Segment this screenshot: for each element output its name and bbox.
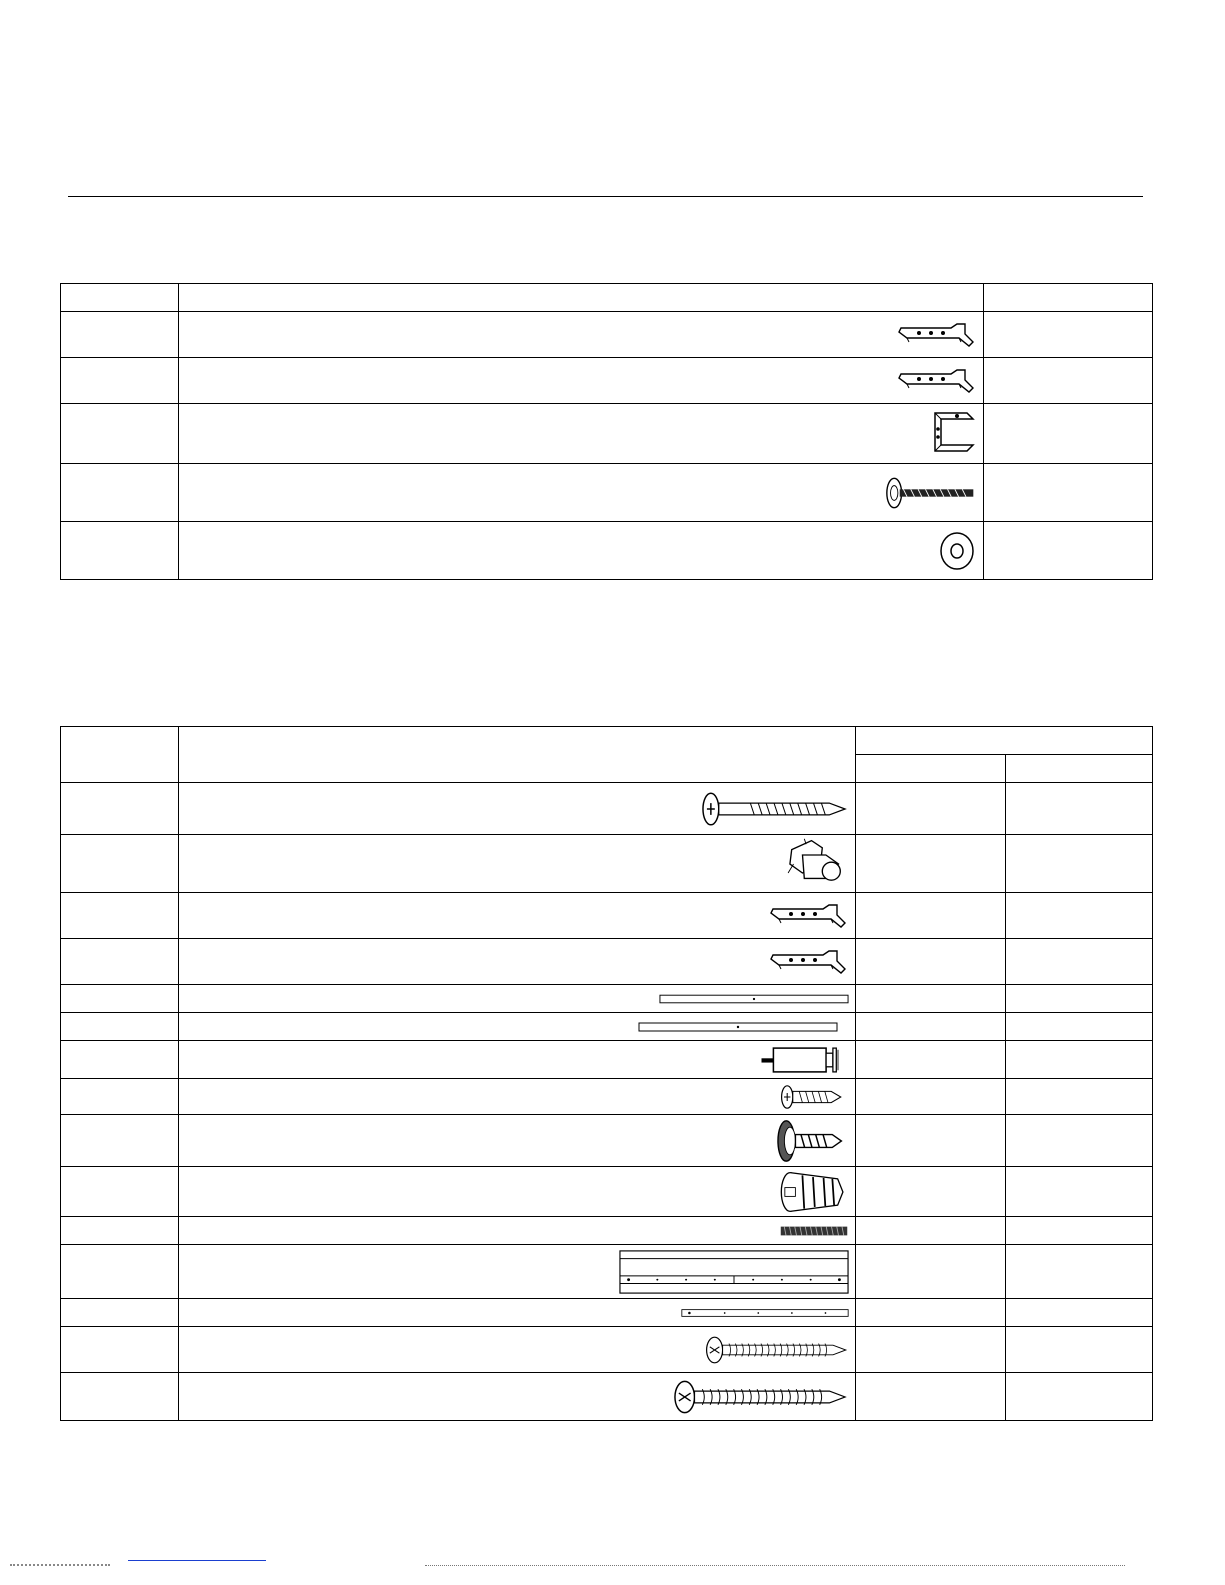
footer-link-underline[interactable] xyxy=(128,1560,266,1561)
panel-channel-icon xyxy=(619,1249,849,1295)
part-description-cell xyxy=(179,404,984,464)
part-description-cell xyxy=(179,1115,856,1167)
pan-head-screw-icon xyxy=(705,1332,849,1368)
rail-strip-icon xyxy=(627,1021,849,1033)
rail-strip-icon xyxy=(681,1307,849,1319)
footer-dots xyxy=(10,1564,110,1566)
cam-bolt-icon xyxy=(759,1043,849,1077)
quantity-a-cell xyxy=(856,1299,1006,1327)
quantity-a-cell xyxy=(856,835,1006,893)
quantity-a-cell xyxy=(856,893,1006,939)
header-cell xyxy=(984,284,1153,312)
table-row xyxy=(61,1373,1153,1421)
table-row xyxy=(61,1115,1153,1167)
hinge-plate-icon xyxy=(769,901,849,931)
part-number-cell xyxy=(61,404,179,464)
part-number-cell xyxy=(61,1115,179,1167)
leveling-bolt-icon xyxy=(885,474,977,512)
table-row xyxy=(61,939,1153,985)
footer-divider xyxy=(425,1565,1125,1566)
table-row xyxy=(61,358,1153,404)
quantity-b-cell xyxy=(1006,1327,1153,1373)
washer-icon xyxy=(937,529,977,573)
part-number-cell xyxy=(61,939,179,985)
quantity-a-cell xyxy=(856,1115,1006,1167)
page-footer xyxy=(0,1560,1225,1585)
table-header-row xyxy=(61,727,1153,755)
header-cell xyxy=(179,284,984,312)
part-number-cell xyxy=(61,893,179,939)
part-description-cell xyxy=(179,522,984,580)
hinge-plate-icon xyxy=(769,945,849,979)
quantity-a-cell xyxy=(856,1217,1006,1245)
table-row xyxy=(61,1299,1153,1327)
part-number-cell xyxy=(61,783,179,835)
part-number-cell xyxy=(61,1245,179,1299)
part-number-cell xyxy=(61,1013,179,1041)
hinge-plate-icon xyxy=(897,366,977,396)
quantity-b-cell xyxy=(1006,1299,1153,1327)
table-row xyxy=(61,522,1153,580)
quantity-b-cell xyxy=(1006,1217,1153,1245)
part-description-cell xyxy=(179,985,856,1013)
short-screw-icon xyxy=(775,1081,849,1113)
part-description-cell xyxy=(179,1041,856,1079)
part-description-cell xyxy=(179,1217,856,1245)
u-bracket-icon xyxy=(927,409,977,459)
quantity-b-cell xyxy=(1006,1079,1153,1115)
table-row xyxy=(61,312,1153,358)
part-number-cell xyxy=(61,1079,179,1115)
quantity-a-cell xyxy=(856,1079,1006,1115)
quantity-a-cell xyxy=(856,1373,1006,1421)
table-row xyxy=(61,404,1153,464)
threaded-rod-icon xyxy=(779,1224,849,1238)
part-description-cell xyxy=(179,1079,856,1115)
parts-table-2 xyxy=(60,726,1153,1421)
parts-table-1 xyxy=(60,283,1153,580)
quantity-a-cell xyxy=(856,783,1006,835)
part-number-cell xyxy=(61,1041,179,1079)
quantity-a-cell xyxy=(856,1041,1006,1079)
part-description-cell xyxy=(179,464,984,522)
quantity-cell xyxy=(984,358,1153,404)
table-row xyxy=(61,1041,1153,1079)
table-header-row xyxy=(61,284,1153,312)
part-description-cell xyxy=(179,939,856,985)
part-description-cell xyxy=(179,312,984,358)
quantity-b-cell xyxy=(1006,1373,1153,1421)
part-description-cell xyxy=(179,893,856,939)
table-row xyxy=(61,1079,1153,1115)
quantity-b-cell xyxy=(1006,1041,1153,1079)
table-row xyxy=(61,464,1153,522)
part-description-cell xyxy=(179,358,984,404)
part-number-cell xyxy=(61,1327,179,1373)
table-row xyxy=(61,1245,1153,1299)
part-number-cell xyxy=(61,835,179,893)
quantity-a-cell xyxy=(856,1245,1006,1299)
quantity-b-cell xyxy=(1006,783,1153,835)
part-number-cell xyxy=(61,1299,179,1327)
quantity-b-cell xyxy=(1006,1115,1153,1167)
table-row xyxy=(61,783,1153,835)
part-description-cell xyxy=(179,1013,856,1041)
part-number-cell xyxy=(61,1217,179,1245)
quantity-cell xyxy=(984,404,1153,464)
pan-head-screw-icon xyxy=(673,1377,849,1417)
flange-screw-icon xyxy=(775,1118,849,1164)
table-row xyxy=(61,1013,1153,1041)
part-number-cell xyxy=(61,358,179,404)
quantity-b-header xyxy=(1006,755,1153,783)
quantity-cell xyxy=(984,312,1153,358)
quantity-cell xyxy=(984,464,1153,522)
header-cell xyxy=(61,284,179,312)
quantity-a-cell xyxy=(856,939,1006,985)
wall-anchor-icon xyxy=(777,1170,849,1214)
quantity-a-cell xyxy=(856,1167,1006,1217)
quantity-a-cell xyxy=(856,1013,1006,1041)
quantity-a-cell xyxy=(856,1327,1006,1373)
rail-strip-icon xyxy=(659,993,849,1005)
header-cell xyxy=(61,727,179,783)
part-description-cell xyxy=(179,1373,856,1421)
part-number-cell xyxy=(61,312,179,358)
header-rule xyxy=(68,196,1143,197)
quantity-b-cell xyxy=(1006,835,1153,893)
table-row xyxy=(61,835,1153,893)
part-description-cell xyxy=(179,1299,856,1327)
hinge-plate-icon xyxy=(897,320,977,350)
table-row xyxy=(61,1327,1153,1373)
part-description-cell xyxy=(179,1245,856,1299)
part-number-cell xyxy=(61,985,179,1013)
part-description-cell xyxy=(179,1167,856,1217)
quantity-cell xyxy=(984,522,1153,580)
header-cell xyxy=(179,727,856,783)
part-number-cell xyxy=(61,464,179,522)
table-row xyxy=(61,1217,1153,1245)
quantity-b-cell xyxy=(1006,1245,1153,1299)
table-row xyxy=(61,893,1153,939)
part-number-cell xyxy=(61,522,179,580)
quantity-b-cell xyxy=(1006,1013,1153,1041)
table-row xyxy=(61,985,1153,1013)
table-row xyxy=(61,1167,1153,1217)
part-description-cell xyxy=(179,783,856,835)
wood-screw-icon xyxy=(701,789,849,829)
part-number-cell xyxy=(61,1167,179,1217)
quantity-b-cell xyxy=(1006,893,1153,939)
quantity-a-cell xyxy=(856,985,1006,1013)
part-description-cell xyxy=(179,835,856,893)
part-description-cell xyxy=(179,1327,856,1373)
quantity-a-header xyxy=(856,755,1006,783)
quantity-group-header xyxy=(856,727,1153,755)
quantity-b-cell xyxy=(1006,985,1153,1013)
quantity-b-cell xyxy=(1006,939,1153,985)
part-number-cell xyxy=(61,1373,179,1421)
quantity-b-cell xyxy=(1006,1167,1153,1217)
tee-nut-icon xyxy=(783,837,849,891)
